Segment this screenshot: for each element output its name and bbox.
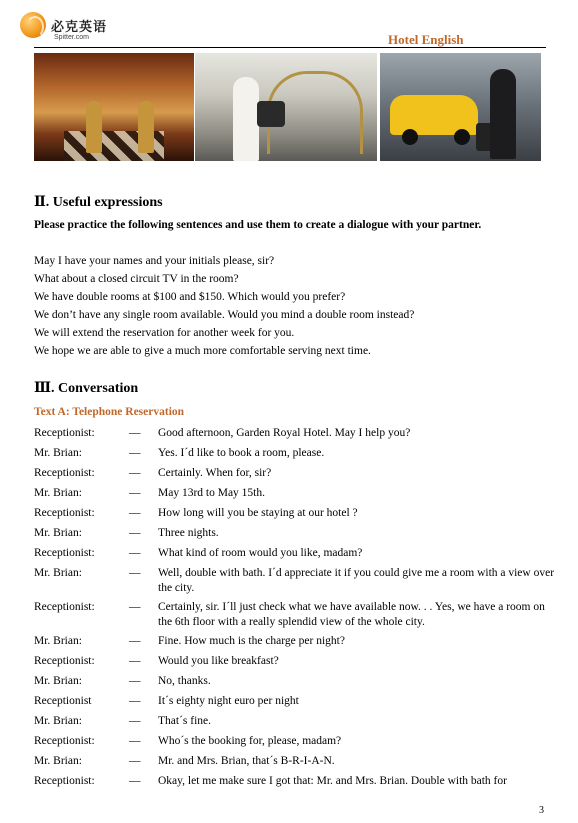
dash: —	[129, 735, 141, 747]
dialogue-row	[34, 600, 558, 634]
dash: —	[129, 507, 141, 519]
dialogue-line: What kind of room would you like, madam?	[158, 547, 363, 559]
speaker: Mr. Brian:	[34, 527, 82, 539]
speaker: Receptionist:	[34, 547, 95, 559]
dialogue-line: Certainly. When for, sir?	[158, 467, 272, 479]
expression-item: We don’t have any single room available. Would you mind a double room instead?	[34, 309, 415, 321]
dialogue-line: It´s eighty night euro per night	[158, 695, 299, 707]
dash: —	[129, 567, 141, 579]
dash: —	[129, 655, 141, 667]
taxi-doorman-photo	[380, 53, 541, 161]
dialogue-row	[34, 774, 558, 794]
page-number: 3	[539, 805, 544, 816]
dialogue-line: Okay, let me make sure I got that: Mr. and Mrs. Brian. Double with bath for	[158, 775, 507, 787]
luggage-shape	[257, 101, 285, 127]
dialogue-line: That´s fine.	[158, 715, 212, 727]
dialogue-row	[34, 506, 558, 526]
speaker: Receptionist	[34, 695, 92, 707]
dash: —	[129, 601, 141, 613]
logo-text: 必克英语	[51, 20, 108, 35]
dash: —	[129, 715, 141, 727]
globe-logo-icon	[20, 12, 46, 38]
expression-item: May I have your names and your initials please, sir?	[34, 255, 275, 267]
dialogue-line: No, thanks.	[158, 675, 211, 687]
speaker: Mr. Brian:	[34, 715, 82, 727]
dialogue-line: Certainly, sir. I´ll just check what we have available now. . . Yes, we have a room on the 6th floor with a really splendid view of the whole city.	[158, 601, 545, 628]
speaker: Mr. Brian:	[34, 447, 82, 459]
section-heading-conversation: Ⅲ. Conversation	[34, 381, 139, 396]
dash: —	[129, 427, 141, 439]
photo-strip	[34, 53, 541, 161]
doorman-figure	[490, 69, 516, 159]
dialogue-line: Yes. I´d like to book a room, please.	[158, 447, 325, 459]
bellhop-figure	[86, 101, 102, 153]
dialogue-line: Mr. and Mrs. Brian, that´s B-R-I-A-N.	[158, 755, 335, 767]
speaker: Receptionist:	[34, 601, 95, 613]
dialogue-row	[34, 694, 558, 714]
dialogue-line: Would you like breakfast?	[158, 655, 279, 667]
dialogue-row	[34, 714, 558, 734]
dash: —	[129, 447, 141, 459]
speaker: Mr. Brian:	[34, 755, 82, 767]
speaker: Receptionist:	[34, 775, 95, 787]
dialogue-row	[34, 546, 558, 566]
instruction-text: Please practice the following sentences and use them to create a dialogue with your partner.	[34, 219, 482, 231]
speaker: Receptionist:	[34, 507, 95, 519]
dash: —	[129, 675, 141, 687]
dialogue-line: May 13rd to May 15th.	[158, 487, 266, 499]
dialogue-row	[34, 446, 558, 466]
dash: —	[129, 467, 141, 479]
dialogue-row	[34, 486, 558, 506]
dash: —	[129, 527, 141, 539]
dialogue-line: Well, double with bath. I´d appreciate it if you could give me a room with a view over the city.	[158, 567, 555, 594]
expression-item: We have double rooms at $100 and $150. Which would you prefer?	[34, 291, 346, 303]
dialogue-row	[34, 754, 558, 774]
speaker: Receptionist:	[34, 467, 95, 479]
expressions-list	[34, 252, 414, 360]
hotel-lobby-bellhops-photo	[34, 53, 194, 161]
speaker: Mr. Brian:	[34, 567, 82, 579]
speaker: Receptionist:	[34, 655, 95, 667]
dialogue-line: Three nights.	[158, 527, 219, 539]
dialogue-line: How long will you be staying at our hotel ?	[158, 507, 358, 519]
header-title: Hotel English	[388, 32, 464, 47]
dash: —	[129, 775, 141, 787]
dash: —	[129, 755, 141, 767]
bellman-figure	[233, 77, 259, 161]
speaker: Receptionist:	[34, 735, 95, 747]
site-logo	[20, 12, 140, 48]
dash: —	[129, 547, 141, 559]
dash: —	[129, 635, 141, 647]
dialogue-row	[34, 634, 558, 654]
dialogue-row	[34, 526, 558, 546]
bellman-luggage-cart-photo	[195, 53, 377, 161]
dialogue-line: Good afternoon, Garden Royal Hotel. May I help you?	[158, 427, 411, 439]
dialogue-row	[34, 426, 558, 446]
header-rule	[34, 47, 546, 48]
text-a-title: Text A: Telephone Reservation	[34, 406, 185, 418]
dialogue-line: Who´s the booking for, please, madam?	[158, 735, 342, 747]
bellhop-figure	[138, 101, 154, 153]
dash: —	[129, 487, 141, 499]
expression-item: We hope we are able to give a much more comfortable serving next time.	[34, 345, 371, 357]
speaker: Mr. Brian:	[34, 635, 82, 647]
logo-subtext: Spitter.com	[54, 34, 90, 41]
section-heading-useful-expressions: Ⅱ. Useful expressions	[34, 195, 163, 210]
speaker: Receptionist:	[34, 427, 95, 439]
speaker: Mr. Brian:	[34, 675, 82, 687]
expression-item: What about a closed circuit TV in the room?	[34, 273, 239, 285]
dialogue-row	[34, 654, 558, 674]
dialogue-row	[34, 466, 558, 486]
expression-item: We will extend the reservation for another week for you.	[34, 327, 295, 339]
speaker: Mr. Brian:	[34, 487, 82, 499]
dialogue-row	[34, 566, 558, 600]
dialogue	[34, 426, 558, 794]
dialogue-row	[34, 734, 558, 754]
dash: —	[129, 695, 141, 707]
dialogue-line: Fine. How much is the charge per night?	[158, 635, 345, 647]
dialogue-row	[34, 674, 558, 694]
